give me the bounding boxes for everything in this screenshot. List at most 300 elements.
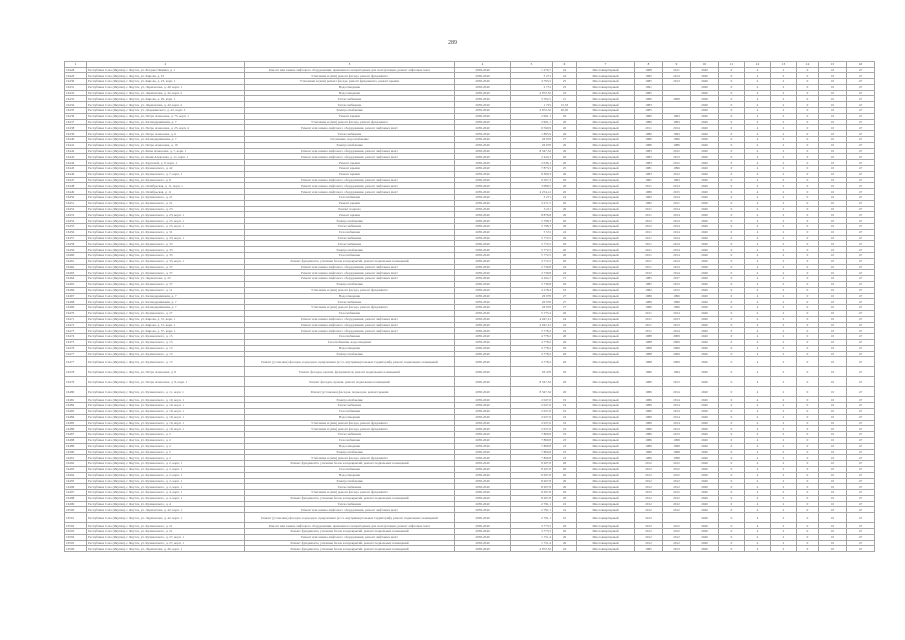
table-cell: 2040	[691, 426, 719, 432]
table-cell: 16466	[65, 287, 87, 293]
table-cell: 0	[797, 351, 819, 357]
table-cell: 2	[771, 322, 797, 328]
table-cell: Ремонт (установка) фасадов, подъездов, придомовых (в т.ч. внутриквартальных территорий), ремонт подвальных помещений	[245, 357, 455, 367]
table-cell: Республика Саха (Якутия), г. Якутск, ул. Петра Алексеева, д. 8, корп. 1	[87, 377, 245, 387]
table-cell: 2040	[691, 495, 719, 501]
table-cell: 2038-2040	[455, 218, 511, 224]
table-cell: 26	[553, 125, 577, 131]
table-cell: 3 211	[511, 206, 553, 212]
table-cell: 0	[797, 73, 819, 79]
table-cell: Многоквартирный	[577, 484, 635, 490]
table-cell: 0	[797, 229, 819, 235]
table-cell: 47	[847, 102, 875, 108]
table-cell: Многоквартирный	[577, 276, 635, 282]
table-cell: 47	[847, 377, 875, 387]
table-cell: 4	[745, 299, 771, 305]
table-cell: 0	[797, 466, 819, 472]
table-cell: 0	[719, 513, 745, 523]
table-cell: Ремонт или замена лифтового оборудования, признанного непригодным для эксплуатации, ремонт лифтовых шахт	[245, 67, 455, 73]
table-cell: Многоквартирный	[577, 367, 635, 377]
table-cell: 2040	[691, 472, 719, 478]
table-cell: Ремонт или замена лифтового оборудования, ремонт лифтовых шахт	[245, 270, 455, 276]
table-cell: Республика Саха (Якутия), г. Якутск, ул. Каландаришвили, д. 7	[87, 119, 245, 125]
table-cell: 2040	[691, 154, 719, 160]
table-cell: Республика Саха (Якутия), г. Якутск, ул. Кулаковского, д. 15	[87, 339, 245, 345]
table-cell: 8 207,8	[511, 472, 553, 478]
table-cell: 1996	[663, 293, 691, 299]
table-cell: 47	[847, 408, 875, 414]
table-cell: 2012	[635, 523, 663, 529]
table-cell: 2040	[691, 79, 719, 85]
table-cell: 2040	[691, 397, 719, 403]
table-cell: 0	[719, 403, 745, 409]
table-cell: 2	[771, 166, 797, 172]
table-cell: Республика Саха (Якутия), г. Якутск, ул. Лермонтова, д. 42, корп. 1	[87, 513, 245, 523]
table-cell: 4	[745, 523, 771, 529]
table-cell: 2014	[663, 125, 691, 131]
table-cell: 2011	[635, 125, 663, 131]
table-cell: Многоквартирный	[577, 310, 635, 316]
table-cell: 0	[797, 414, 819, 420]
table-cell: 0	[797, 449, 819, 455]
table-cell: 2038-2040	[455, 495, 511, 501]
table-cell: 16482	[65, 403, 87, 409]
table-cell: Газоснабжение	[245, 334, 455, 340]
table-cell: Водоотведение	[245, 345, 455, 351]
table-cell: 2013	[663, 316, 691, 322]
table-cell: 1986	[635, 420, 663, 426]
table-cell: 26 976	[511, 293, 553, 299]
table-cell: 4	[745, 426, 771, 432]
table-cell: Республика Саха (Якутия), г. Якутск, ул. Кирова, д. 29, корп. 1	[87, 96, 245, 102]
table-cell: 16437	[65, 119, 87, 125]
column-header: 4	[455, 62, 511, 68]
table-cell: 2040	[691, 377, 719, 387]
table-cell: 24	[553, 229, 577, 235]
table-cell: 0	[719, 241, 745, 247]
table-cell: 2	[771, 513, 797, 523]
table-cell: 8 207,8	[511, 495, 553, 501]
table-cell: 16473	[65, 328, 87, 334]
table-cell: 2	[771, 200, 797, 206]
table-cell: 2	[771, 108, 797, 114]
table-cell: 2038-2040	[455, 397, 511, 403]
table-cell: 47	[847, 224, 875, 230]
table-cell: 2038-2040	[455, 420, 511, 426]
capital-repair-register-table	[64, 61, 875, 552]
table-cell: 1988	[635, 345, 663, 351]
table-cell: 16493	[65, 466, 87, 472]
table-cell: Водоотведение	[245, 293, 455, 299]
table-cell: 2040	[691, 334, 719, 340]
table-cell: 2	[771, 229, 797, 235]
table-cell: 10	[819, 142, 847, 148]
table-cell: 16462	[65, 264, 87, 270]
table-cell: 4	[745, 432, 771, 438]
table-cell: Многоквартирный	[577, 258, 635, 264]
table-cell: 1986	[635, 367, 663, 377]
table-cell: 0	[719, 270, 745, 276]
table-cell: Ремонт или замена лифтового оборудования, признанного непригодным для эксплуатации, ремонт лифтовых шахт	[245, 523, 455, 529]
table-cell: 3 773,5	[511, 529, 553, 535]
column-header: 9	[663, 62, 691, 68]
table-cell: 10	[819, 534, 847, 540]
table-cell: 0	[797, 195, 819, 201]
table-cell: 26	[553, 345, 577, 351]
table-cell: 4	[745, 142, 771, 148]
table-cell: 47	[847, 195, 875, 201]
table-cell: 1986	[635, 408, 663, 414]
table-cell: 1996	[663, 299, 691, 305]
table-cell: 2040	[691, 195, 719, 201]
table-cell: Многоквартирный	[577, 490, 635, 496]
table-cell: 2040	[691, 281, 719, 287]
table-cell: 47	[847, 299, 875, 305]
table-cell: 2	[771, 397, 797, 403]
table-cell: 2 739,8	[511, 270, 553, 276]
table-cell: 26	[553, 247, 577, 253]
table-cell: 2014	[663, 408, 691, 414]
table-cell: 47	[847, 507, 875, 513]
table-cell: 1986	[635, 377, 663, 387]
table-cell: 10	[819, 206, 847, 212]
table-cell: Ремонт крыши	[245, 166, 455, 172]
table-cell: 0	[719, 218, 745, 224]
table-cell: 2038-2040	[455, 119, 511, 125]
table-cell: 0	[797, 377, 819, 387]
table-cell: 0	[719, 299, 745, 305]
table-cell: Газоснабжение	[245, 310, 455, 316]
table-cell: 0	[719, 206, 745, 212]
table-cell: 47	[847, 119, 875, 125]
table-cell: 26	[553, 212, 577, 218]
table-cell: 2038-2040	[455, 247, 511, 253]
table-cell: Ремонт или замена лифтового оборудования, ремонт лифтовых шахт	[245, 328, 455, 334]
table-cell: 5 798,3	[511, 224, 553, 230]
table-cell: 2038-2040	[455, 414, 511, 420]
table-cell: Республика Саха (Якутия), г. Якутск, ул. Кулаковского, д. 19, корп. 1	[87, 426, 245, 432]
table-cell: 0	[797, 316, 819, 322]
table-cell: 2038-2040	[455, 113, 511, 119]
table-cell: 16	[553, 287, 577, 293]
table-cell: 16458	[65, 241, 87, 247]
table-cell: 1988	[635, 334, 663, 340]
table-cell: 2040	[691, 189, 719, 195]
table-cell: Республика Саха (Якутия), г. Якутск, ул. Кулаковского, д. 2	[87, 443, 245, 449]
table-cell: 2012	[663, 148, 691, 154]
table-cell: 1985	[635, 90, 663, 96]
table-cell: 2038-2040	[455, 408, 511, 414]
table-cell: 16444	[65, 160, 87, 166]
column-header: 14	[797, 62, 819, 68]
table-cell: 0	[797, 131, 819, 137]
table-cell: 24	[553, 195, 577, 201]
table-cell: 2040	[691, 241, 719, 247]
table-cell: Республика Саха (Якутия), г. Якутск, ул. Кулаковского, д. 37	[87, 281, 245, 287]
column-header: 5	[511, 62, 553, 68]
table-cell: 26	[553, 206, 577, 212]
table-cell: 26	[553, 484, 577, 490]
table-cell: 4	[745, 501, 771, 507]
table-cell: Республика Саха (Якутия), г. Якутск, ул. Лермонтова, д. 40, корп. 1	[87, 84, 245, 90]
table-cell: 2040	[691, 367, 719, 377]
table-cell: 2040	[691, 137, 719, 143]
table-cell: 0	[719, 540, 745, 546]
table-cell: Многоквартирный	[577, 472, 635, 478]
table-cell: 2038-2040	[455, 305, 511, 311]
table-cell: 4	[745, 137, 771, 143]
table-cell: 2038-2040	[455, 79, 511, 85]
table-cell: Многоквартирный	[577, 523, 635, 529]
table-cell: Республика Саха (Якутия), г. Якутск, ул. Кирова, д. 31, корп. 1	[87, 322, 245, 328]
table-cell: 2 731	[511, 84, 553, 90]
table-cell: Республика Саха (Якутия), г. Якутск, ул. Кулаковского, д. 27	[87, 310, 245, 316]
table-cell: 0	[719, 258, 745, 264]
table-cell: Газоснабжение	[245, 195, 455, 201]
table-cell: 16476	[65, 345, 87, 351]
table-cell: 2040	[691, 310, 719, 316]
table-cell: 0	[797, 305, 819, 311]
table-cell: 0	[719, 96, 745, 102]
table-cell: 1986	[635, 119, 663, 125]
table-cell: 16430	[65, 79, 87, 85]
table-cell: 4	[745, 305, 771, 311]
table-cell: 0	[797, 523, 819, 529]
table-cell: 26	[553, 131, 577, 137]
table-cell: 0	[719, 154, 745, 160]
table-cell: 0	[719, 420, 745, 426]
table-cell: 1986	[635, 426, 663, 432]
table-cell: Республика Саха (Якутия), г. Якутск, ул. Кулаковского, д. 42	[87, 166, 245, 172]
table-cell: 2011	[635, 253, 663, 259]
table-cell: 16485	[65, 420, 87, 426]
table-cell: 0	[797, 137, 819, 143]
table-cell: 47	[847, 490, 875, 496]
table-cell: 2 791,1	[511, 513, 553, 523]
table-cell: 16461	[65, 258, 87, 264]
table-cell: 2040	[691, 177, 719, 183]
table-cell: 2038-2040	[455, 546, 511, 552]
table-cell: 27	[553, 299, 577, 305]
table-cell: 2038-2040	[455, 253, 511, 259]
table-cell: 2038-2040	[455, 367, 511, 377]
table-cell: 2038-2040	[455, 131, 511, 137]
table-cell: 0	[719, 166, 745, 172]
table-cell: 2	[771, 443, 797, 449]
table-row	[65, 546, 875, 552]
table-cell: 2	[771, 148, 797, 154]
table-cell: 16481	[65, 397, 87, 403]
table-cell: 47	[847, 154, 875, 160]
table-cell: 2040	[691, 73, 719, 79]
table-cell: 3 089,5	[511, 183, 553, 189]
table-cell: 47	[847, 270, 875, 276]
table-cell: 10	[819, 84, 847, 90]
table-cell: 47	[847, 455, 875, 461]
table-cell: 0	[719, 247, 745, 253]
table-cell: 10	[819, 478, 847, 484]
table-cell: Республика Саха (Якутия), г. Якутск, ул. Петра Алексеева, д. 6	[87, 131, 245, 137]
table-cell: 16495	[65, 478, 87, 484]
table-cell: 10	[819, 461, 847, 467]
table-cell: 47	[847, 131, 875, 137]
table-cell: 0	[719, 160, 745, 166]
table-cell: Ремонт или замена лифтового оборудования, ремонт лифтовых шахт	[245, 276, 455, 282]
table-cell: 47	[847, 403, 875, 409]
table-cell: 23	[553, 437, 577, 443]
table-cell: Многоквартирный	[577, 142, 635, 148]
table-cell: Многоквартирный	[577, 108, 635, 114]
table-cell: 0	[797, 270, 819, 276]
table-cell: 4	[745, 171, 771, 177]
table-cell: 4	[745, 90, 771, 96]
table-cell: Республика Саха (Якутия), г. Якутск, ул. Кирова, д. 23	[87, 73, 245, 79]
table-row	[65, 377, 875, 387]
table-cell: 8 360,3	[511, 171, 553, 177]
table-cell: 1993	[663, 177, 691, 183]
table-cell: 2012	[663, 472, 691, 478]
table-cell: Республика Саха (Якутия), г. Якутск, ул. Кулаковского, д. 21	[87, 529, 245, 535]
table-cell: Ремонт или замена лифтового оборудования, ремонт лифтовых шахт	[245, 316, 455, 322]
table-cell: 10	[819, 357, 847, 367]
table-cell: 2040	[691, 131, 719, 137]
table-cell: 0	[719, 357, 745, 367]
table-cell: 16471	[65, 316, 87, 322]
table-cell: 23	[553, 84, 577, 90]
table-cell: 2011	[663, 200, 691, 206]
table-cell: 2012	[635, 270, 663, 276]
table-cell: Многоквартирный	[577, 166, 635, 172]
table-cell: Многоквартирный	[577, 414, 635, 420]
table-cell: 0	[797, 472, 819, 478]
table-cell: 2014	[663, 212, 691, 218]
table-cell: 2040	[691, 67, 719, 73]
table-cell: 1985	[635, 546, 663, 552]
table-cell: 2038-2040	[455, 490, 511, 496]
table-cell: 2040	[691, 270, 719, 276]
table-cell: 2011	[635, 310, 663, 316]
table-cell: 4	[745, 212, 771, 218]
table-cell: Многоквартирный	[577, 253, 635, 259]
column-header: 7	[577, 62, 635, 68]
table-cell: 0	[719, 177, 745, 183]
table-cell: 5 798,3	[511, 218, 553, 224]
table-cell: 3 271	[511, 195, 553, 201]
table-cell: Водоотведение	[245, 90, 455, 96]
table-cell: 2012	[663, 171, 691, 177]
table-cell: 47	[847, 264, 875, 270]
table-cell: 16503	[65, 529, 87, 535]
table-cell: 2040	[691, 200, 719, 206]
table-cell: 0	[797, 189, 819, 195]
table-cell: 2012	[635, 534, 663, 540]
table-cell: 2040	[691, 501, 719, 507]
table-cell: Республика Саха (Якутия), г. Якутск, ул. Петра Алексеева, д. 8	[87, 367, 245, 377]
table-cell: 2014	[663, 403, 691, 409]
table-cell: 1986	[635, 387, 663, 397]
table-cell: 16434	[65, 102, 87, 108]
table-cell: 4	[745, 408, 771, 414]
table-cell: Республика Саха (Якутия), г. Якутск, ул. Кулаковского, д. 2, корп. 1	[87, 484, 245, 490]
table-cell: 4 947,21	[511, 322, 553, 328]
table-cell: 16487	[65, 432, 87, 438]
table-cell: Многоквартирный	[577, 478, 635, 484]
table-cell: Республика Саха (Якутия), г. Якутск, ул. Кулаковского, д. 21	[87, 523, 245, 529]
table-cell	[663, 513, 691, 523]
table-cell: 2	[771, 299, 797, 305]
table-cell: Ремонт крыши	[245, 171, 455, 177]
table-cell: 2040	[691, 387, 719, 397]
table-cell: 2	[771, 258, 797, 264]
table-cell: 0	[719, 142, 745, 148]
table-cell: 2038-2040	[455, 183, 511, 189]
table-cell: 4 872,32	[511, 546, 553, 552]
table-cell: 2038-2040	[455, 166, 511, 172]
table-cell: 2011	[635, 212, 663, 218]
table-cell: 10	[819, 345, 847, 351]
table-cell: 4	[745, 328, 771, 334]
table-cell: 1986	[635, 397, 663, 403]
table-cell: 2038-2040	[455, 241, 511, 247]
table-cell: Республика Саха (Якутия), г. Якутск, ул. Октябрьская, д. 11, корп. 1	[87, 183, 245, 189]
table-cell: 47	[847, 241, 875, 247]
table-cell: 4	[745, 166, 771, 172]
table-cell: 16504	[65, 534, 87, 540]
table-cell: 1986	[635, 305, 663, 311]
table-cell: 1993	[663, 119, 691, 125]
table-cell: Ремонт или замена лифтового оборудования, ремонт лифтовых шахт	[245, 183, 455, 189]
table-cell: 1 270,7	[511, 67, 553, 73]
table-cell: 15,53	[553, 102, 577, 108]
table-cell: 0	[797, 177, 819, 183]
table-cell: 2038-2040	[455, 310, 511, 316]
table-cell: 4	[745, 195, 771, 201]
table-cell: 47	[847, 189, 875, 195]
table-cell: 16478	[65, 367, 87, 377]
table-cell: 0	[797, 148, 819, 154]
table-cell: 0	[719, 426, 745, 432]
table-cell: 3 773,5	[511, 523, 553, 529]
table-cell: 47	[847, 316, 875, 322]
table-cell: Республика Саха (Якутия), г. Якутск, ул. Кулаковского, д. 11, корп. 1	[87, 387, 245, 397]
table-cell: 4	[745, 281, 771, 287]
table-cell: 1983	[635, 154, 663, 160]
table-cell: 0	[797, 166, 819, 172]
table-cell: 16446	[65, 171, 87, 177]
table-cell: 0	[797, 171, 819, 177]
table-cell: 0	[719, 387, 745, 397]
table-cell: 4	[745, 125, 771, 131]
table-cell: 24	[553, 328, 577, 334]
table-cell: 0	[797, 113, 819, 119]
table-cell: 2015	[663, 189, 691, 195]
table-cell: 16492	[65, 461, 87, 467]
table-cell: 26	[553, 334, 577, 340]
table-cell: 2014	[663, 270, 691, 276]
table-cell: 2 027,6	[511, 403, 553, 409]
table-cell: 2	[771, 125, 797, 131]
table-cell: 24	[553, 67, 577, 73]
table-cell: 16	[553, 501, 577, 507]
table-cell: Многоквартирный	[577, 437, 635, 443]
table-cell: 2	[771, 206, 797, 212]
table-cell: 2012	[635, 513, 663, 523]
table-cell: 0	[719, 455, 745, 461]
table-cell: Водоотведение	[245, 443, 455, 449]
table-cell: 2	[771, 84, 797, 90]
table-cell: 4	[745, 189, 771, 195]
table-cell: 4 178,4	[511, 287, 553, 293]
